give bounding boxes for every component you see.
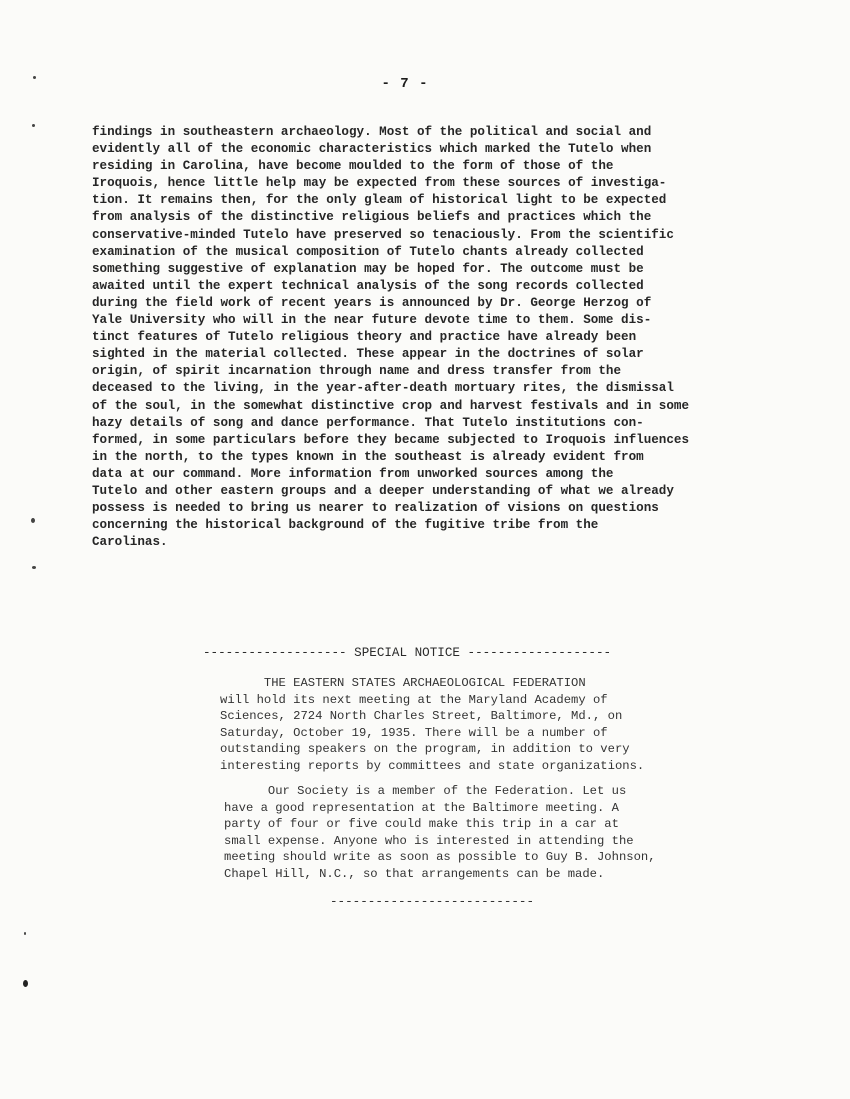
body-line: origin, of spirit incarnation through name and dress transfer from the bbox=[92, 364, 622, 379]
margin-speck bbox=[23, 980, 28, 987]
margin-speck bbox=[24, 932, 26, 935]
body-line: in the north, to the types known in the southeast is already evident from bbox=[92, 449, 644, 464]
margin-speck bbox=[33, 76, 36, 79]
body-line: residing in Carolina, have become moulded to the form of those of the bbox=[92, 159, 614, 174]
notice-end-rule: --------------------------- bbox=[330, 895, 535, 909]
body-line: tinct features of Tutelo religious theory and practice have already been bbox=[92, 330, 637, 345]
body-line: Carolinas. bbox=[92, 535, 168, 550]
body-line: awaited until the expert technical analysis of the song records collected bbox=[92, 278, 644, 293]
body-line: possess is needed to bring us nearer to realization of visions on questions bbox=[92, 501, 659, 516]
notice-line: Sciences, 2724 North Charles Street, Baltimore, Md., on bbox=[220, 709, 623, 724]
body-line: during the field work of recent years is announced by Dr. George Herzog of bbox=[92, 295, 652, 310]
notice-line: will hold its next meeting at the Maryland Academy of bbox=[220, 692, 608, 707]
notice-line: Saturday, October 19, 1935. There will be a number of bbox=[220, 725, 608, 740]
body-line: formed, in some particulars before they became subjected to Iroquois influences bbox=[92, 432, 690, 447]
body-line: findings in southeastern archaeology. Most of the political and social and bbox=[92, 125, 652, 139]
page-number: - 7 - bbox=[381, 76, 429, 92]
notice-paragraph-1 bbox=[220, 675, 644, 775]
body-text bbox=[92, 124, 689, 551]
body-line: of the soul, in the somewhat distinctive crop and harvest festivals and in some bbox=[92, 398, 690, 413]
notice-line: party of four or five could make this trip in a car at bbox=[224, 817, 619, 832]
margin-speck bbox=[32, 566, 36, 569]
body-line: data at our command. More information from unworked sources among the bbox=[92, 466, 614, 481]
body-line: sighted in the material collected. These appear in the doctrines of solar bbox=[92, 347, 644, 362]
body-line: examination of the musical composition of Tutelo chants already collected bbox=[92, 244, 644, 259]
notice-line: THE EASTERN STATES ARCHAEOLOGICAL FEDERATION bbox=[220, 676, 586, 690]
body-line: Yale University who will in the near future devote time to them. Some dis- bbox=[92, 313, 652, 328]
notice-paragraph-2 bbox=[224, 783, 656, 883]
body-line: conservative-minded Tutelo have preserved so tenaciously. From the scientific bbox=[92, 227, 674, 242]
notice-line: meeting should write as soon as possible to Guy B. Johnson, bbox=[224, 850, 656, 865]
body-line: evidently all of the economic characteristics which marked the Tutelo when bbox=[92, 142, 652, 157]
body-line: something suggestive of explanation may be hoped for. The outcome must be bbox=[92, 261, 644, 276]
body-line: tion. It remains then, for the only gleam of historical light to be expected bbox=[92, 193, 667, 208]
margin-speck bbox=[32, 124, 35, 127]
notice-line: interesting reports by committees and state organizations. bbox=[220, 758, 645, 773]
notice-line: small expense. Anyone who is interested in attending the bbox=[224, 833, 634, 848]
notice-line: outstanding speakers on the program, in addition to very bbox=[220, 742, 630, 757]
body-line: Tutelo and other eastern groups and a deeper understanding of what we already bbox=[92, 483, 674, 498]
notice-line: Chapel Hill, N.C., so that arrangements can be made. bbox=[224, 866, 605, 881]
body-line: from analysis of the distinctive religious beliefs and practices which the bbox=[92, 210, 652, 225]
body-line: concerning the historical background of the fugitive tribe from the bbox=[92, 518, 599, 533]
notice-line: Our Society is a member of the Federation. Let us bbox=[224, 784, 627, 798]
margin-speck bbox=[31, 518, 35, 523]
special-notice-heading: ------------------- SPECIAL NOTICE ------------------- bbox=[203, 646, 612, 660]
body-line: hazy details of song and dance performance. That Tutelo institutions con- bbox=[92, 415, 644, 430]
body-line: Iroquois, hence little help may be expected from these sources of investiga- bbox=[92, 176, 667, 191]
notice-line: have a good representation at the Baltimore meeting. A bbox=[224, 800, 619, 815]
body-line: deceased to the living, in the year-after-death mortuary rites, the dismissal bbox=[92, 381, 674, 396]
